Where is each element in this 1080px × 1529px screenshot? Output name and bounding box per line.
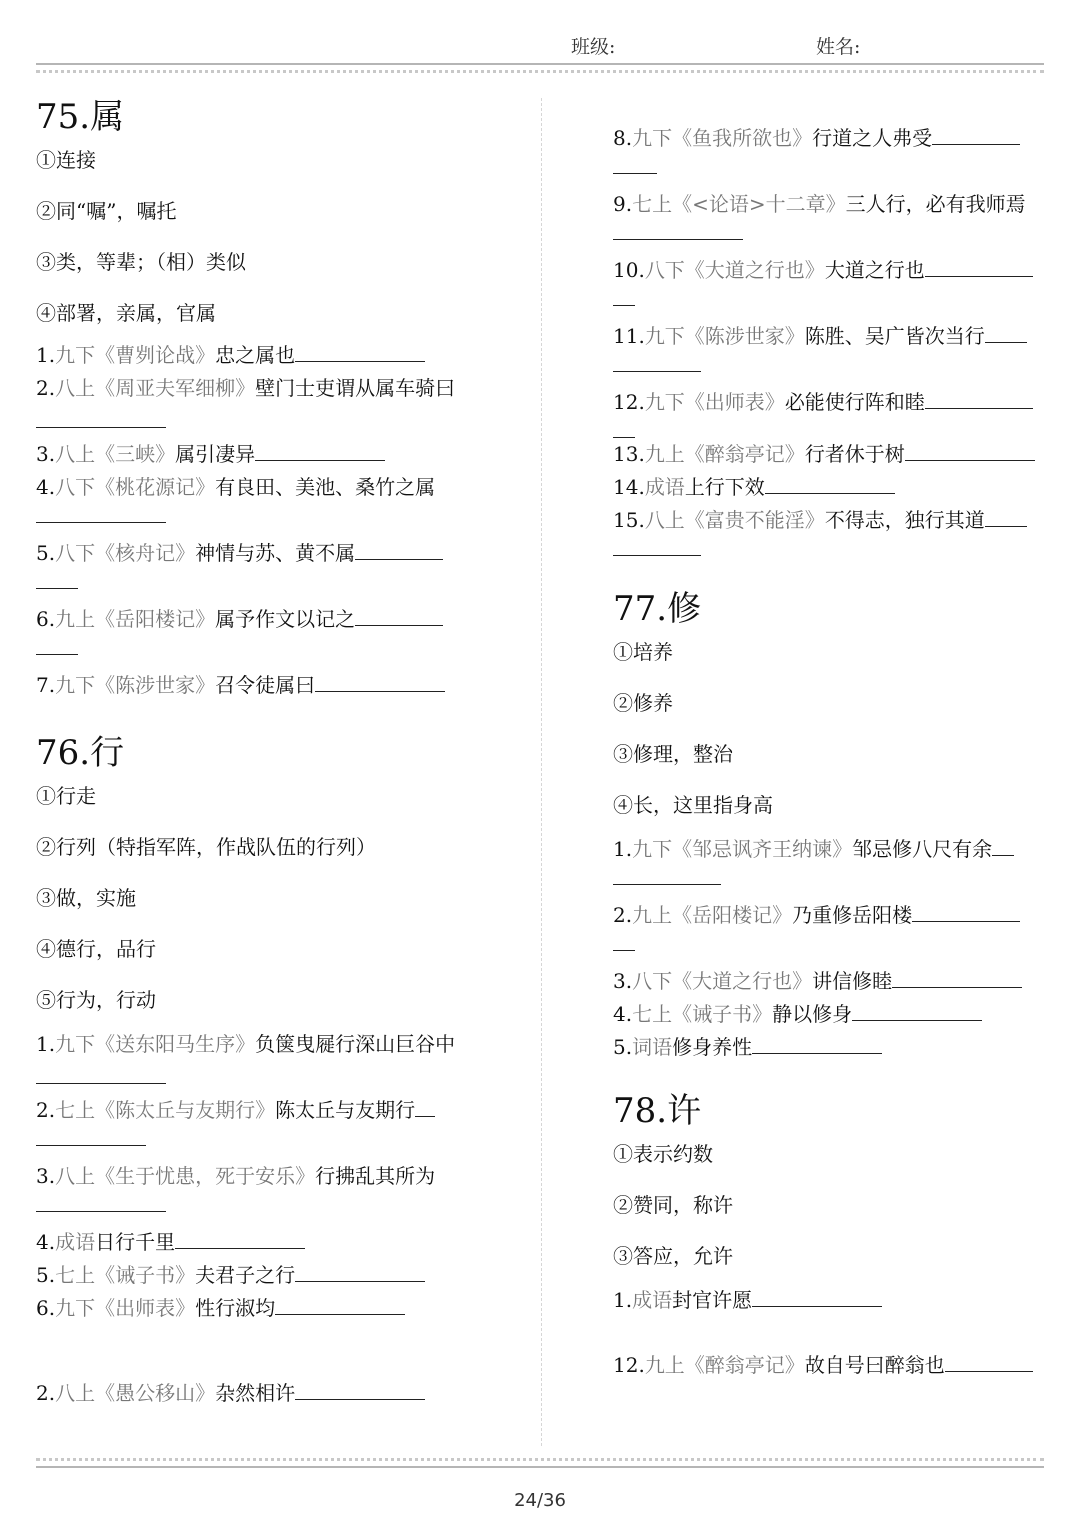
- answer-blank-continued[interactable]: [613, 537, 701, 556]
- example-number: 7.: [36, 673, 56, 697]
- example-item: [613, 471, 1059, 504]
- meaning-item: ④长，这里指身高: [613, 793, 773, 817]
- example-text: 静以修身: [772, 1002, 853, 1026]
- meaning-item: ⑤行为，行动: [36, 988, 156, 1012]
- example-text: 邹忌修八尺有余: [852, 837, 993, 861]
- example-source: 八下《核舟记》: [55, 541, 196, 565]
- example-item: [36, 1259, 472, 1292]
- example-item: [36, 471, 472, 523]
- example-source: 九上《岳阳楼记》: [55, 607, 216, 631]
- example-item: [36, 1226, 472, 1259]
- example-text: 属引凄异: [175, 442, 256, 466]
- meaning-item: ①行走: [36, 784, 96, 808]
- answer-blank-continued[interactable]: [613, 155, 657, 174]
- answer-blank[interactable]: [315, 673, 445, 692]
- example-source: 九下《邹忌讽齐王纳谏》: [632, 837, 853, 861]
- answer-blank[interactable]: [295, 343, 425, 362]
- section-title: 77.修: [613, 589, 702, 629]
- example-item: [613, 833, 1059, 885]
- meaning-item: ①连接: [36, 148, 96, 172]
- answer-blank[interactable]: [752, 1288, 882, 1307]
- example-text: 属予作文以记之: [215, 607, 356, 631]
- meaning-item: ②赞同，称许: [613, 1193, 733, 1217]
- example-text: 性行淑均: [195, 1296, 276, 1320]
- example-source: 成语: [644, 475, 685, 499]
- example-number: 2.: [36, 1098, 56, 1122]
- example-source: 九下《出师表》: [644, 390, 785, 414]
- example-text: 必能使行阵和睦: [784, 390, 925, 414]
- example-item: [36, 669, 472, 702]
- answer-blank[interactable]: [275, 1296, 405, 1315]
- example-item: [36, 1160, 472, 1212]
- example-number: 9.: [613, 192, 633, 216]
- right-column: [613, 122, 1059, 1388]
- answer-blank-continued[interactable]: [36, 636, 78, 655]
- example-text: 修身养性: [672, 1035, 753, 1059]
- example-number: 1.: [36, 1032, 56, 1056]
- meaning-item: ②同“嘱”，嘱托: [36, 199, 177, 223]
- example-number: 5.: [613, 1035, 633, 1059]
- example-number: 1.: [613, 1288, 633, 1312]
- answer-blank[interactable]: [613, 221, 743, 240]
- example-source: 七上《诫子书》: [55, 1263, 196, 1287]
- example-source: 九上《岳阳楼记》: [632, 903, 793, 927]
- meaning-item: ②修养: [613, 691, 673, 715]
- example-text: 杂然相许: [215, 1381, 296, 1405]
- example-source: 七上《<论语>十二章》: [632, 192, 846, 216]
- example-item: [613, 899, 1059, 951]
- example-number: 11.: [613, 324, 645, 348]
- section-76: [36, 728, 472, 1410]
- example-text: 陈太丘与友期行: [275, 1098, 416, 1122]
- example-number: 6.: [36, 1296, 56, 1320]
- meaning-item: ①培养: [613, 640, 673, 664]
- answer-blank-continued[interactable]: [613, 932, 635, 951]
- example-text: 有良田、美池、桑竹之属: [215, 475, 436, 499]
- example-text: 封官许愿: [672, 1288, 753, 1312]
- example-text: 行拂乱其所为: [315, 1164, 436, 1188]
- section-title: 78.许: [613, 1091, 702, 1131]
- answer-blank[interactable]: [355, 541, 443, 560]
- answer-blank[interactable]: [765, 475, 895, 494]
- footer-dotted-rule: [36, 1458, 1044, 1461]
- answer-blank[interactable]: [992, 837, 1014, 856]
- example-number: 4.: [613, 1002, 633, 1026]
- example-item: [613, 254, 1059, 306]
- meaning-item: ②行列（特指军阵，作战队伍的行列）: [36, 835, 376, 859]
- example-source: 八上《愚公移山》: [55, 1381, 216, 1405]
- example-item: [36, 339, 472, 372]
- example-text: 行者休于树: [804, 442, 905, 466]
- meaning-item: ③做，实施: [36, 886, 136, 910]
- example-number: 3.: [36, 1164, 56, 1188]
- page-number: 24/36: [514, 1490, 566, 1511]
- page-header: [36, 28, 1044, 76]
- example-source: 九下《陈涉世家》: [644, 324, 805, 348]
- example-item: [613, 998, 1059, 1031]
- example-text: 乃重修岳阳楼: [792, 903, 913, 927]
- answer-blank[interactable]: [36, 1065, 166, 1084]
- example-number: 1.: [613, 837, 633, 861]
- example-number: 15.: [613, 508, 645, 532]
- section-77: [613, 584, 1059, 1064]
- example-text: 神情与苏、黄不属: [195, 541, 356, 565]
- answer-blank-continued[interactable]: [613, 287, 635, 306]
- example-text: 陈胜、吴广皆次当行: [804, 324, 985, 348]
- example-number: 10.: [613, 258, 645, 282]
- header-dotted-rule: [36, 70, 1044, 73]
- meaning-item: ④部署，亲属，官属: [36, 301, 216, 325]
- example-number: 5.: [36, 541, 56, 565]
- meaning-item: ③类，等辈；（相）类似: [36, 250, 246, 274]
- example-number: 2.: [36, 1381, 56, 1405]
- left-column: [36, 92, 472, 1416]
- answer-blank-continued[interactable]: [613, 866, 721, 885]
- example-source: 八上《富贵不能淫》: [644, 508, 825, 532]
- answer-blank[interactable]: [175, 1230, 305, 1249]
- example-number: 14.: [613, 475, 645, 499]
- example-text: 故自号曰醉翁也: [804, 1353, 945, 1377]
- example-source: 八上《三峡》: [55, 442, 176, 466]
- answer-blank-continued[interactable]: [613, 353, 701, 372]
- example-number: 4.: [36, 1230, 56, 1254]
- example-source: 七上《陈太丘与友期行》: [55, 1098, 276, 1122]
- example-number: 2.: [36, 376, 56, 400]
- example-number: 1.: [36, 343, 56, 367]
- answer-blank[interactable]: [905, 442, 1035, 461]
- answer-blank[interactable]: [892, 969, 1022, 988]
- example-text: 三人行，必有我师焉: [845, 192, 1026, 216]
- example-number: 3.: [36, 442, 56, 466]
- page-footer: [36, 1458, 1044, 1518]
- name-label: 姓名:: [816, 36, 861, 58]
- example-number: 5.: [36, 1263, 56, 1287]
- answer-blank[interactable]: [752, 1035, 882, 1054]
- example-source: 成语: [632, 1288, 673, 1312]
- answer-blank[interactable]: [255, 442, 385, 461]
- section-title: 76.行: [36, 733, 125, 773]
- answer-blank[interactable]: [852, 1002, 982, 1021]
- example-text: 大道之行也: [824, 258, 925, 282]
- answer-blank[interactable]: [932, 126, 1020, 145]
- example-source: 八上《周亚夫军细柳》: [55, 376, 256, 400]
- example-text: 壁门士吏谓从属车骑曰: [255, 376, 456, 400]
- example-item: [613, 188, 1059, 240]
- example-item: [36, 438, 472, 471]
- example-number: 13.: [613, 442, 645, 466]
- example-item: [613, 1031, 1059, 1064]
- example-item: [613, 386, 1059, 438]
- answer-blank[interactable]: [945, 1353, 1033, 1372]
- answer-blank[interactable]: [925, 390, 1033, 409]
- example-source: 八上《生于忧患，死于安乐》: [55, 1164, 316, 1188]
- example-source: 九下《鱼我所欲也》: [632, 126, 813, 150]
- example-source: 词语: [632, 1035, 673, 1059]
- answer-blank[interactable]: [355, 607, 443, 626]
- answer-blank[interactable]: [985, 508, 1027, 527]
- example-item: [613, 1349, 1059, 1382]
- example-item: [36, 1292, 472, 1325]
- example-source: 九下《送东阳马生序》: [55, 1032, 256, 1056]
- example-item: [36, 372, 472, 438]
- meaning-item: ④德行，品行: [36, 937, 156, 961]
- meaning-item: ①表示约数: [613, 1142, 713, 1166]
- column-divider: [541, 98, 542, 1446]
- example-text: 讲信修睦: [812, 969, 893, 993]
- answer-blank[interactable]: [912, 903, 1020, 922]
- example-item: [613, 1284, 1059, 1317]
- answer-blank[interactable]: [36, 1193, 166, 1212]
- meaning-item: ③答应，允许: [613, 1244, 733, 1268]
- answer-blank-continued[interactable]: [36, 1127, 146, 1146]
- example-item: [613, 438, 1059, 471]
- answer-blank-continued[interactable]: [36, 570, 78, 589]
- example-item: [36, 603, 472, 655]
- example-number: 3.: [613, 969, 633, 993]
- example-text: 上行下效: [684, 475, 765, 499]
- example-source: 九下《出师表》: [55, 1296, 196, 1320]
- example-source: 九上《醉翁亭记》: [644, 1353, 805, 1377]
- example-text: 夫君子之行: [195, 1263, 296, 1287]
- answer-blank[interactable]: [36, 409, 166, 428]
- example-number: 12.: [613, 1353, 645, 1377]
- example-item: [613, 122, 1059, 174]
- answer-blank[interactable]: [36, 504, 166, 523]
- meaning-item: ③修理，整治: [613, 742, 733, 766]
- example-item: [36, 1377, 472, 1410]
- example-text: 召令徒属曰: [215, 673, 316, 697]
- example-text: 不得志，独行其道: [824, 508, 985, 532]
- answer-blank[interactable]: [295, 1381, 425, 1400]
- example-text: 负箧曳屣行深山巨谷中: [255, 1032, 456, 1056]
- example-number: 12.: [613, 390, 645, 414]
- example-number: 4.: [36, 475, 56, 499]
- answer-blank[interactable]: [415, 1098, 435, 1117]
- example-item: [36, 1094, 472, 1146]
- example-source: 八下《大道之行也》: [644, 258, 825, 282]
- section-title: 75.属: [36, 97, 125, 137]
- example-source: 九上《醉翁亭记》: [644, 442, 805, 466]
- footer-rule: [36, 1466, 1044, 1468]
- example-text: 行道之人弗受: [812, 126, 933, 150]
- answer-blank[interactable]: [295, 1263, 425, 1282]
- example-source: 七上《诫子书》: [632, 1002, 773, 1026]
- example-item: [613, 320, 1059, 372]
- example-source: 八下《桃花源记》: [55, 475, 216, 499]
- section-78: [613, 1086, 1059, 1382]
- example-number: 6.: [36, 607, 56, 631]
- example-text: 忠之属也: [215, 343, 296, 367]
- example-source: 九下《曹刿论战》: [55, 343, 216, 367]
- example-item: [613, 965, 1059, 998]
- example-source: 成语: [55, 1230, 96, 1254]
- example-item: [613, 504, 1059, 556]
- answer-blank-continued[interactable]: [613, 419, 635, 438]
- example-text: 日行千里: [95, 1230, 176, 1254]
- section-75: [36, 92, 472, 702]
- example-number: 8.: [613, 126, 633, 150]
- example-source: 八下《大道之行也》: [632, 969, 813, 993]
- example-number: 2.: [613, 903, 633, 927]
- example-item: [36, 1028, 472, 1094]
- answer-blank[interactable]: [985, 324, 1027, 343]
- class-label: 班级:: [571, 36, 616, 58]
- example-item: [36, 537, 472, 589]
- answer-blank[interactable]: [925, 258, 1033, 277]
- example-source: 九下《陈涉世家》: [55, 673, 216, 697]
- header-rule: [36, 63, 1044, 65]
